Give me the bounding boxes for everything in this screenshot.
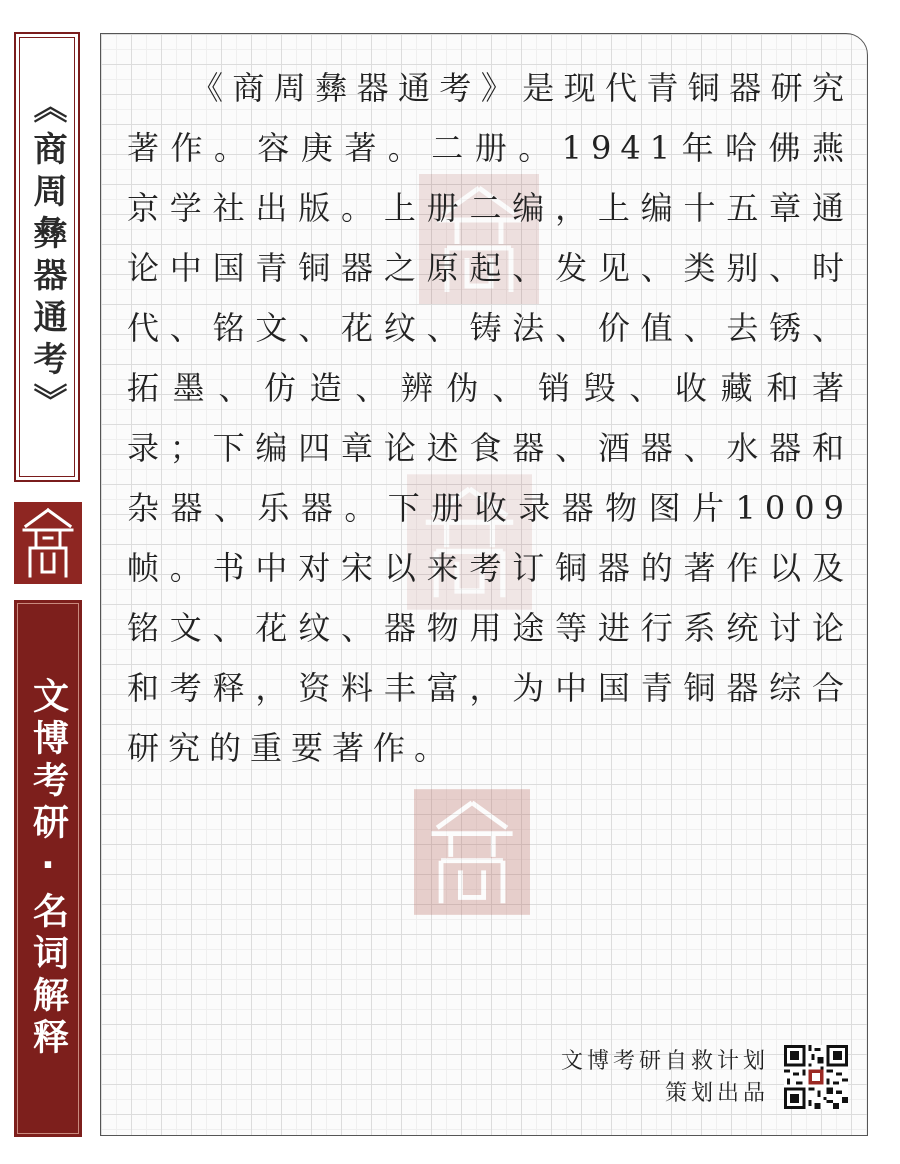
- qr-code-graphic: [784, 1045, 848, 1109]
- qr-code-icon[interactable]: [784, 1045, 848, 1109]
- content-panel: [100, 33, 868, 1136]
- seal-logo-icon: [14, 502, 82, 584]
- seal-watermark-icon: [414, 784, 530, 920]
- series-banner: [14, 600, 82, 1137]
- footer-credit: [561, 1046, 769, 1110]
- term-explanation-text: 《商周彝器通考》是现代青铜器研究著作。容庚著。二册。1941年哈佛燕京学社出版。上册二编，上编十五章通论中国青铜器之原起、发见、类别、时代、铭文、花纹、铸法、价值、去锈、拓墨、仿造、辨伪、销毁、收藏和著录；下编四章论述食器、酒器、水器和杂器、乐器。下册收录器物图片1009帧。书中对宋以来考订铜器的著作以及铭文、花纹、器物用途等进行系统讨论和考释，资料丰富，为中国青铜器综合研究的重要著作。: [127, 69, 853, 767]
- footer-line-project: 文博考研自救计划: [560, 1049, 769, 1074]
- vertical-title: 《商周彝器通考》: [27, 89, 67, 425]
- series-title: 文博考研·名词解释: [27, 677, 69, 1060]
- footer-line-produced: 策划出品: [664, 1081, 769, 1106]
- seal-logo-graphic: [14, 502, 82, 584]
- title-box: [14, 32, 80, 482]
- watermark-graphic-bottom: [414, 784, 530, 920]
